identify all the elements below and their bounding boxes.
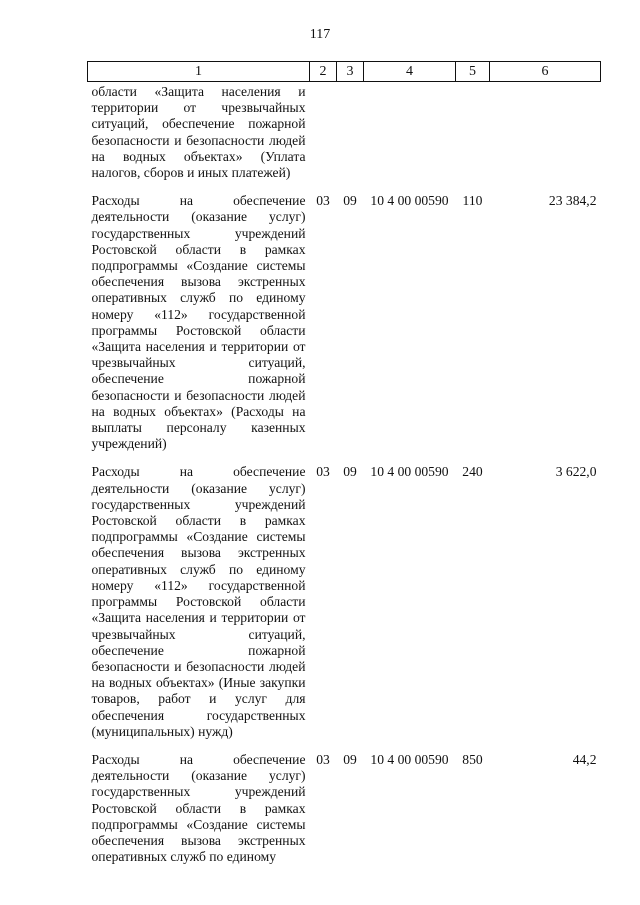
expense-description: Расходы на обеспечение деятельности (оказание услуг) государственных учреждений Ростовской области в рамках подпрограммы «Создание системы обеспечения вызова экстренных оперативных служб по единому [91,751,306,865]
subsection-code: 09 [343,751,357,767]
table-row [88,82,601,182]
subsection-code: 09 [343,193,357,209]
expense-type-code [456,82,490,182]
column-header: 1 [88,62,310,82]
table-header-row [88,62,601,82]
table-row [88,740,601,865]
column-header: 6 [490,62,601,82]
table-row [88,181,601,452]
expense-type-code: 850 [462,751,483,767]
target-article-code [364,82,456,182]
amount: 44,2 [572,751,597,767]
expense-description: области «Защита населения и территории от чрезвычайных ситуаций, обеспечение пожарной безопасности и безопасности людей на водных объектах» (Уплата налогов, сборов и иных платежей) [91,84,306,181]
section-code: 03 [316,751,330,767]
column-header: 5 [456,62,490,82]
expense-type-code: 110 [462,193,483,209]
section-code: 03 [316,464,330,480]
target-article-code: 10 4 00 00590 [370,751,449,767]
table-row [88,452,601,739]
page-number: 117 [309,27,331,42]
column-header: 4 [364,62,456,82]
column-header: 3 [337,62,364,82]
target-article-code: 10 4 00 00590 [370,193,449,209]
section-code: 03 [316,193,330,209]
expense-description: Расходы на обеспечение деятельности (оказание услуг) государственных учреждений Ростовской области в рамках подпрограммы «Создание системы обеспечения вызова экстренных оперативных служб по единому номеру «112» государственной программы Ростовской области «Защита населения и территории от чрезвычайных ситуаций, обеспечение пожарной безопасности и безопасности людей на водных объектах» (Расходы на выплаты персоналу казенных учреждений) [91,193,306,452]
section-code [310,82,337,182]
expense-type-code: 240 [462,464,483,480]
amount: 23 384,2 [548,193,597,209]
expense-description: Расходы на обеспечение деятельности (оказание услуг) государственных учреждений Ростовской области в рамках подпрограммы «Создание системы обеспечения вызова экстренных оперативных служб по единому номеру «112» государственной программы Ростовской области «Защита населения и территории от чрезвычайных ситуаций, обеспечение пожарной безопасности и безопасности людей на водных объектах» (Иные закупки товаров, работ и услуг для обеспечения государственных (муниципальных) нужд) [91,464,306,739]
column-header: 2 [310,62,337,82]
subsection-code: 09 [343,464,357,480]
target-article-code: 10 4 00 00590 [370,464,449,480]
amount: 3 622,0 [555,464,597,480]
subsection-code [337,82,364,182]
budget-table [87,61,601,865]
amount [490,82,601,182]
